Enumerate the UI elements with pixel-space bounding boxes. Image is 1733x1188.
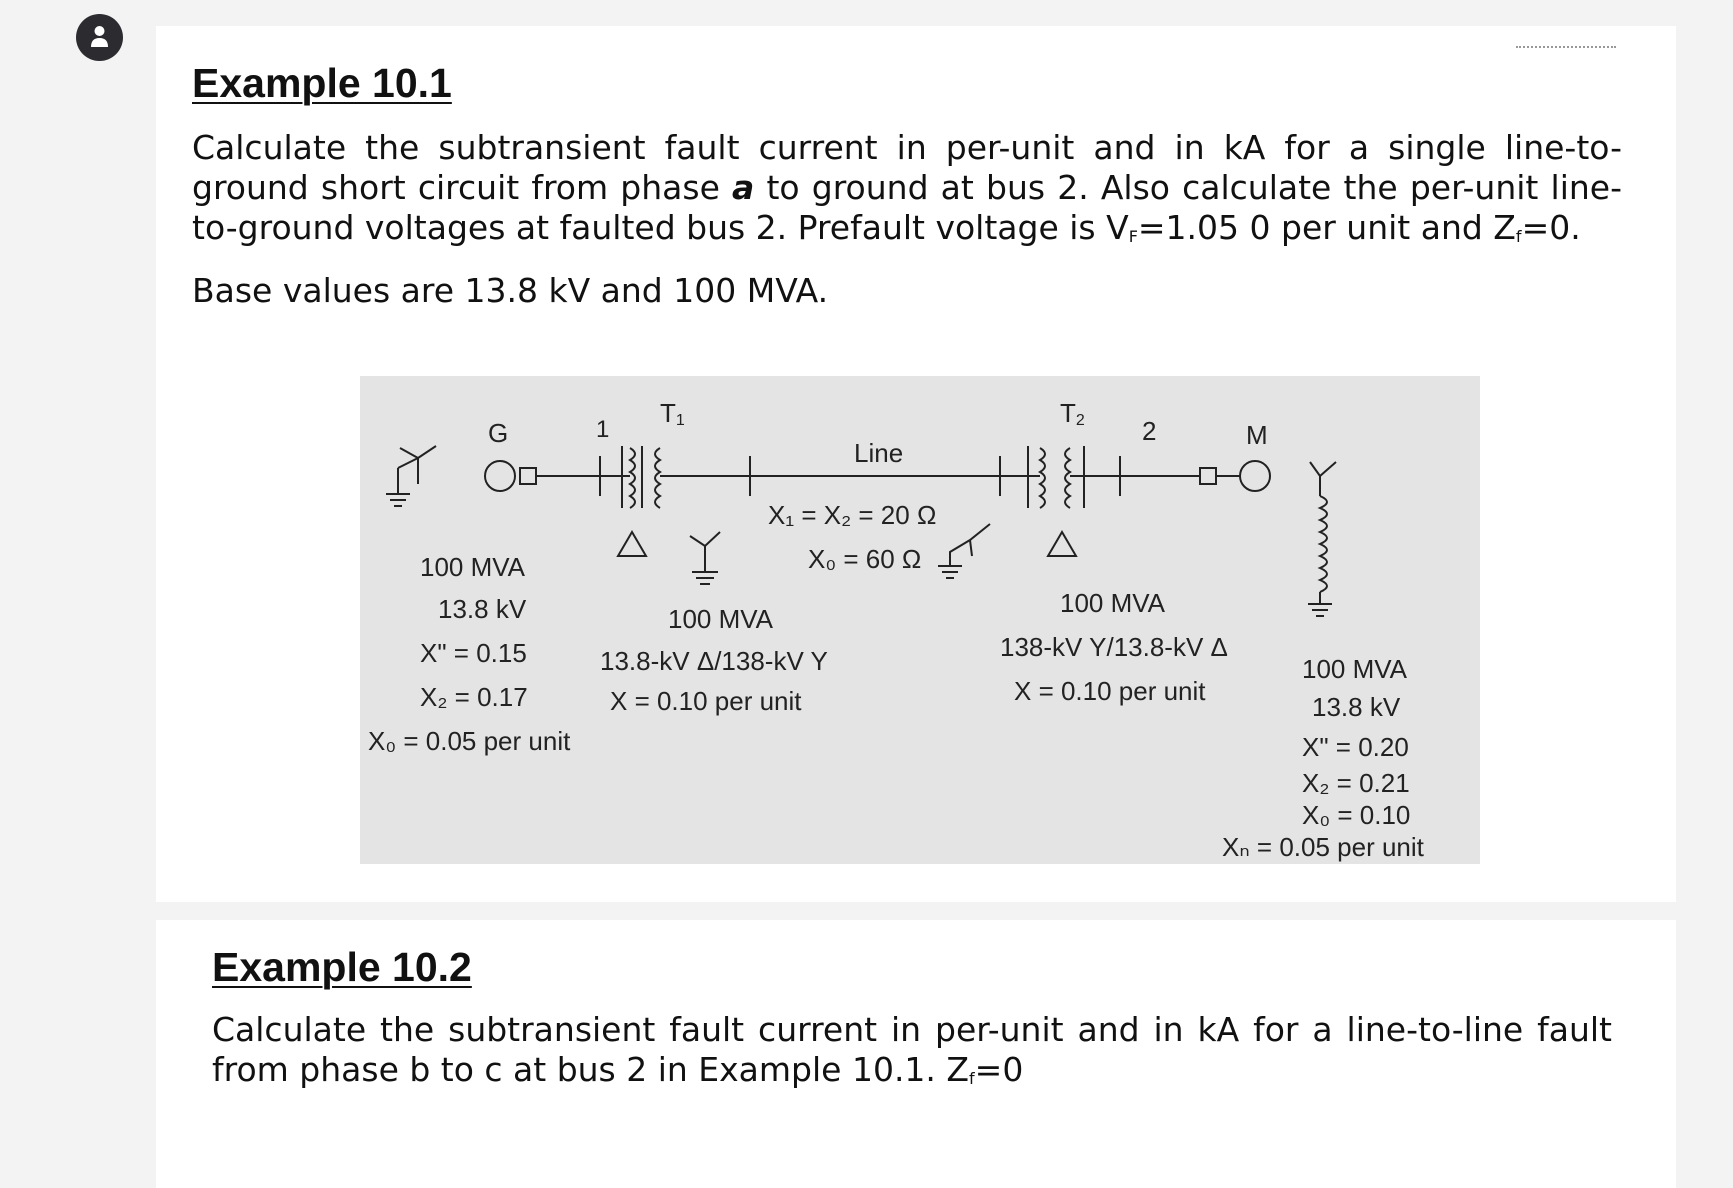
faded-header-mark bbox=[1516, 46, 1616, 52]
motor-x0: X₀ = 0.10 bbox=[1302, 800, 1411, 830]
t1-delta-icon bbox=[618, 532, 646, 556]
generator-ground-icon bbox=[386, 484, 410, 506]
statement-2-line-2: from phase b to c at bus 2 in Example 10.1. Zf=0 bbox=[212, 1050, 1024, 1089]
gen-kv: 13.8 kV bbox=[438, 594, 527, 624]
t1-primary-coil bbox=[630, 448, 635, 508]
t2-rating: 138-kV Y/13.8-kV Δ bbox=[1000, 632, 1228, 662]
line-x0: X₀ = 60 Ω bbox=[808, 544, 922, 574]
label-bus-2: 2 bbox=[1142, 416, 1157, 446]
example-10-1-card bbox=[156, 26, 1676, 902]
statement-line-4: Base values are 13.8 kV and 100 MVA. bbox=[192, 271, 829, 310]
t1-rating: 13.8-kV Δ/138-kV Y bbox=[600, 646, 828, 676]
example-1-statement bbox=[192, 128, 1622, 311]
label-m: M bbox=[1246, 420, 1268, 450]
generator-wye-icon bbox=[398, 446, 436, 484]
label-t1: T1 bbox=[660, 398, 685, 429]
statement-line-3: to-ground voltages at faulted bus 2. Prefault voltage is VF=1.05 0 per unit and Zf=0. bbox=[192, 208, 1581, 247]
motor-breaker-icon bbox=[1200, 468, 1216, 484]
example-2-title: Example 10.2 bbox=[212, 944, 472, 990]
t2-x: X = 0.10 per unit bbox=[1014, 676, 1206, 706]
motor-neutral-reactor-icon bbox=[1308, 462, 1336, 616]
one-line-diagram bbox=[360, 376, 1480, 864]
motor-xn: Xₙ = 0.05 per unit bbox=[1222, 832, 1424, 862]
user-avatar-icon[interactable] bbox=[76, 14, 123, 61]
t2-delta-icon bbox=[1048, 532, 1076, 556]
t1-x: X = 0.10 per unit bbox=[610, 686, 802, 716]
t2-wye-ground-icon bbox=[938, 524, 990, 578]
motor-kv: 13.8 kV bbox=[1312, 692, 1401, 722]
generator-circle-icon bbox=[485, 461, 515, 491]
t1-secondary-coil bbox=[655, 448, 660, 508]
label-g: G bbox=[488, 418, 509, 448]
t1-mva: 100 MVA bbox=[668, 604, 774, 634]
motor-x2: X₂ = 0.21 bbox=[1302, 768, 1410, 798]
gen-x2: X₂ = 0.17 bbox=[420, 682, 528, 712]
motor-x1: X" = 0.20 bbox=[1302, 732, 1409, 762]
gen-x1: X" = 0.15 bbox=[420, 638, 527, 668]
statement-line-1: Calculate the subtransient fault current in per-unit and in kA for a single line-to- bbox=[192, 128, 1622, 167]
t2-mva: 100 MVA bbox=[1060, 588, 1166, 618]
t1-wye-ground-icon bbox=[690, 532, 720, 584]
label-t2: T2 bbox=[1060, 398, 1085, 429]
example-2-statement bbox=[212, 1010, 1612, 1099]
line-x12: X₁ = X₂ = 20 Ω bbox=[768, 500, 937, 530]
motor-circle-icon bbox=[1240, 461, 1270, 491]
example-1-title: Example 10.1 bbox=[192, 60, 452, 106]
t2-primary-coil bbox=[1040, 448, 1045, 508]
gen-x0: X₀ = 0.05 per unit bbox=[368, 726, 571, 756]
label-bus-1: 1 bbox=[596, 416, 610, 443]
statement-2-line-1: Calculate the subtransient fault current in per-unit and in kA for a line-to-line fault bbox=[212, 1010, 1612, 1049]
label-line: Line bbox=[854, 438, 904, 468]
generator-breaker-icon bbox=[520, 468, 536, 484]
t2-secondary-coil bbox=[1065, 448, 1070, 508]
statement-line-2: ground short circuit from phase a to ground at bus 2. Also calculate the per-unit line- bbox=[192, 168, 1622, 207]
gen-mva: 100 MVA bbox=[420, 552, 526, 582]
motor-mva: 100 MVA bbox=[1302, 654, 1408, 684]
example-10-2-card bbox=[156, 920, 1676, 1188]
